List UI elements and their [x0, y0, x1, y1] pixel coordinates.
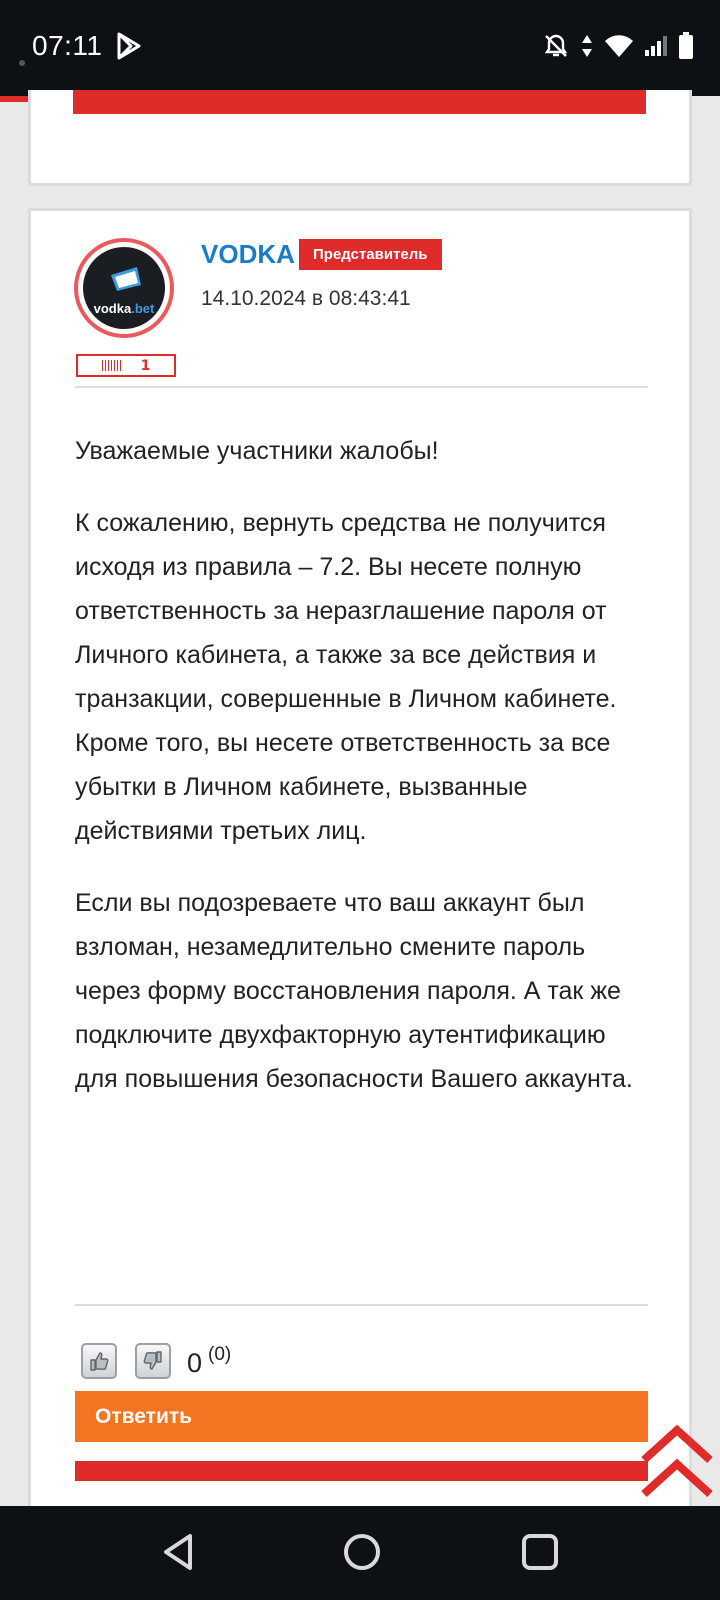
recents-button[interactable]: [518, 1530, 562, 1578]
play-store-icon: [116, 31, 142, 65]
previous-post-card: [28, 90, 692, 186]
thumbs-down-button[interactable]: [135, 1343, 171, 1379]
post-paragraph: Уважаемые участники жалобы!: [75, 437, 439, 465]
status-time: 07:11: [32, 30, 103, 61]
thumbs-up-button[interactable]: [81, 1343, 117, 1379]
back-button[interactable]: [158, 1530, 198, 1578]
notification-dot: [19, 60, 25, 66]
data-arrows-icon: [580, 33, 594, 63]
card-logo-icon: [107, 263, 147, 295]
navigation-bar: [0, 1506, 720, 1600]
avatar-brand-text: vodka.bet: [93, 301, 155, 316]
recents-icon: [518, 1530, 562, 1574]
post-paragraph: К сожалению, вернуть средства не получится исходя из правила – 7.2. Вы несете полную ответственность за неразглашение пароля от Личного кабинета, а также за все действия и транзакции, совершенные в Личном кабинете. Кроме того, вы несете ответственность за все убытки в Личном кабинете, вызванные действиями третьих лиц.: [75, 509, 617, 845]
wifi-icon: [604, 34, 634, 62]
rating-score: 0 $^{(0)}$: [187, 1343, 232, 1378]
thumbs-up-icon: [87, 1349, 111, 1373]
status-icons: [542, 32, 694, 64]
previous-post-red-button[interactable]: [73, 90, 646, 114]
username-link[interactable]: VODKA: [201, 239, 295, 269]
battery-icon: [678, 32, 694, 64]
home-button[interactable]: [340, 1530, 384, 1578]
post-body: [75, 429, 650, 1129]
avatar[interactable]: [74, 238, 174, 338]
post-paragraph: Если вы подозреваете что ваш аккаунт был взломан, незамедлительно смените пароль через форму восстановления пароля. А так же подключите двухфакторную аутентификацию для повышения безопасности Вашего аккаунта.: [75, 889, 633, 1093]
signal-icon: [644, 35, 668, 61]
rating-votes: (0): [208, 1343, 232, 1365]
double-chevron-up-icon: [640, 1424, 714, 1500]
scroll-to-top-button[interactable]: [640, 1424, 714, 1504]
rating-bar: [81, 1343, 231, 1379]
status-bar: [0, 0, 720, 96]
message-count: 1: [140, 357, 151, 374]
footer-divider: [75, 1304, 648, 1306]
next-red-button[interactable]: [75, 1461, 648, 1481]
home-icon: [340, 1530, 384, 1574]
message-count-badge: [76, 354, 176, 377]
role-badge: Представитель: [299, 239, 442, 270]
thumbs-down-icon: [141, 1349, 165, 1373]
bell-off-icon: [542, 32, 570, 64]
avatar-logo: [83, 247, 165, 329]
reply-button[interactable]: Ответить: [75, 1391, 648, 1442]
header-divider: [75, 386, 648, 388]
back-icon: [158, 1530, 198, 1574]
barcode-icon: [102, 360, 121, 371]
post-date: 14.10.2024 в 08:43:41: [201, 287, 411, 310]
post-card: [28, 208, 692, 1508]
